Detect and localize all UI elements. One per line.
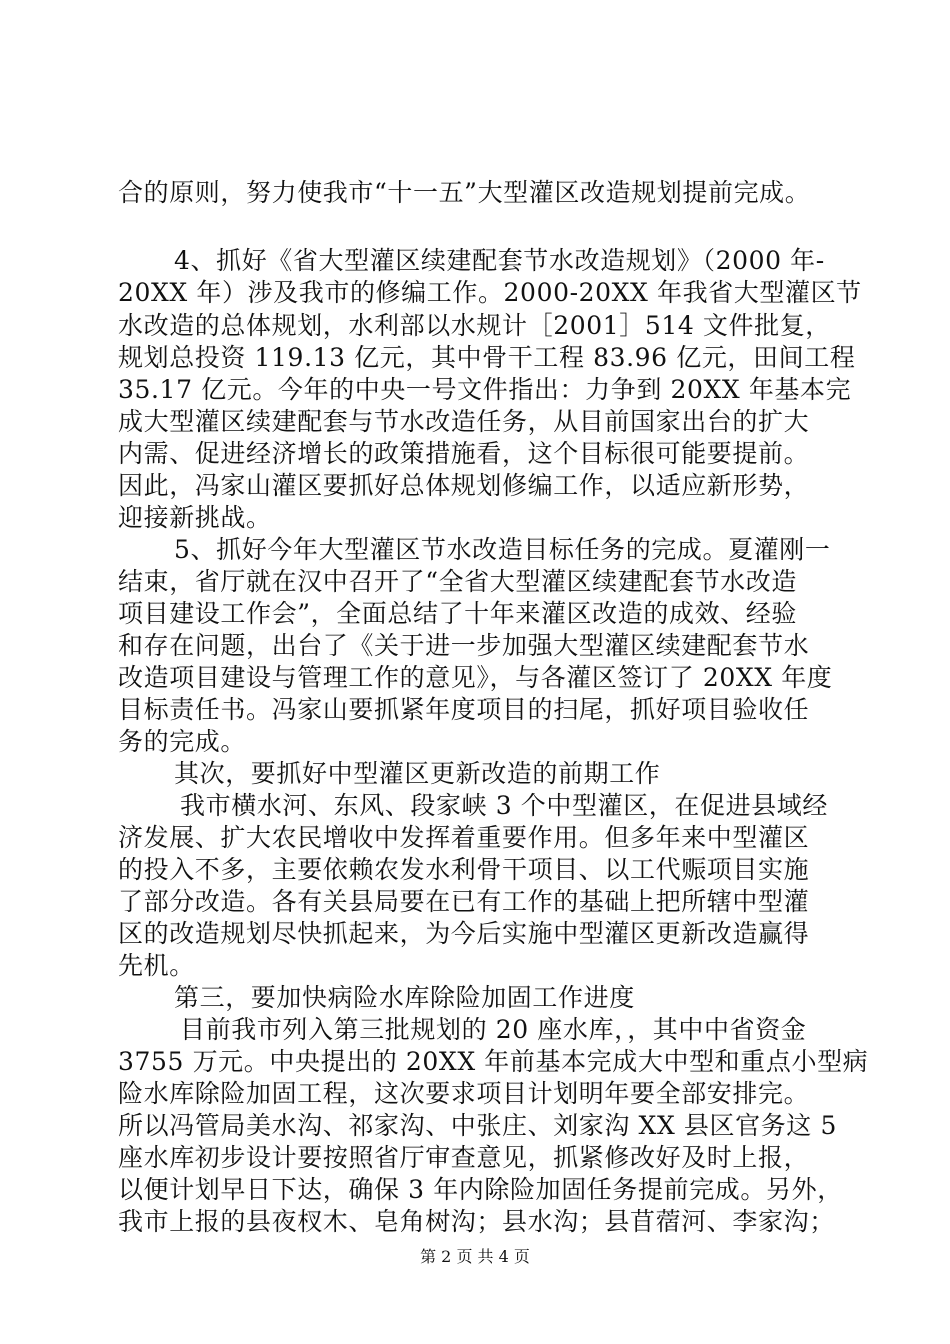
text-line: 项目建设工作会”，全面总结了十年来灌区改造的成效、经验: [118, 599, 797, 628]
text-line: 水改造的总体规划，水利部以水规计［2001］514 文件批复，: [118, 311, 831, 340]
text-line: 先机。: [118, 951, 195, 980]
text-line: 的投入不多，主要依赖农发水利骨干项目、以工代赈项目实施: [118, 855, 810, 884]
text-line: 内需、促进经济增长的政策措施看，这个目标很可能要提前。: [118, 439, 810, 468]
text-line: 结束，省厅就在汉中召开了“全省大型灌区续建配套节水改造: [118, 567, 797, 596]
text-line: 险水库除险加固工程，这次要求项目计划明年要全部安排完。: [118, 1079, 810, 1108]
text-line: 区的改造规划尽快抓起来，为今后实施中型灌区更新改造赢得: [118, 919, 810, 948]
text-line: 务的完成。: [118, 727, 247, 756]
text-line: 成大型灌区续建配套与节水改造任务，从目前国家出台的扩大: [118, 407, 810, 436]
text-line: 3755 万元。中央提出的 20XX 年前基本完成大中型和重点小型病: [118, 1047, 869, 1076]
text-line: 迎接新挑战。: [118, 503, 272, 532]
text-line: 4、抓好《省大型灌区续建配套节水改造规划》（2000 年-: [174, 246, 825, 275]
text-line: 以便计划早日下达，确保 3 年内除险加固任务提前完成。另外，: [118, 1175, 843, 1204]
text-line: 5、抓好今年大型灌区节水改造目标任务的完成。夏灌刚一: [174, 535, 831, 564]
page-number-footer: 第 2 页 共 4 页: [420, 1247, 530, 1266]
text-line: 目标责任书。冯家山要抓紧年度项目的扫尾，抓好项目验收任: [118, 695, 810, 724]
text-line: 了部分改造。各有关县局要在已有工作的基础上把所辖中型灌: [118, 887, 810, 916]
text-line: 改造项目建设与管理工作的意见》，与各灌区签订了 20XX 年度: [118, 663, 833, 692]
section-heading: 其次，要抓好中型灌区更新改造的前期工作: [174, 759, 661, 788]
text-line: 和存在问题，出台了《关于进一步加强大型灌区续建配套节水: [118, 631, 810, 660]
text-line: 35.17 亿元。今年的中央一号文件指出：力争到 20XX 年基本完: [118, 375, 852, 404]
text-line: 规划总投资 119.13 亿元，其中骨干工程 83.96 亿元，田间工程: [118, 343, 856, 372]
text-line: 座水库初步设计要按照省厅审查意见，抓紧修改好及时上报，: [118, 1143, 810, 1172]
text-line: 我市横水河、东风、段家峡 3 个中型灌区，在促进县域经: [180, 791, 829, 820]
text-line: 合的原则，努力使我市“十一五”大型灌区改造规划提前完成。: [118, 178, 811, 207]
section-heading: 第三，要加快病险水库除险加固工作进度: [174, 983, 635, 1012]
text-line: 我市上报的县夜杈木、皂角树沟；县水沟；县苜蓿河、李家沟；: [118, 1207, 835, 1236]
text-line: 所以冯管局美水沟、祁家沟、中张庄、刘家沟 XX 县区官务这 5: [118, 1111, 837, 1140]
text-line: 济发展、扩大农民增收中发挥着重要作用。但多年来中型灌区: [118, 823, 810, 852]
text-line: 目前我市列入第三批规划的 20 座水库，，其中中省资金: [180, 1015, 807, 1044]
text-line: 20XX 年）涉及我市的修编工作。2000-20XX 年我省大型灌区节: [118, 278, 862, 307]
text-line: 因此，冯家山灌区要抓好总体规划修编工作，以适应新形势，: [118, 471, 810, 500]
